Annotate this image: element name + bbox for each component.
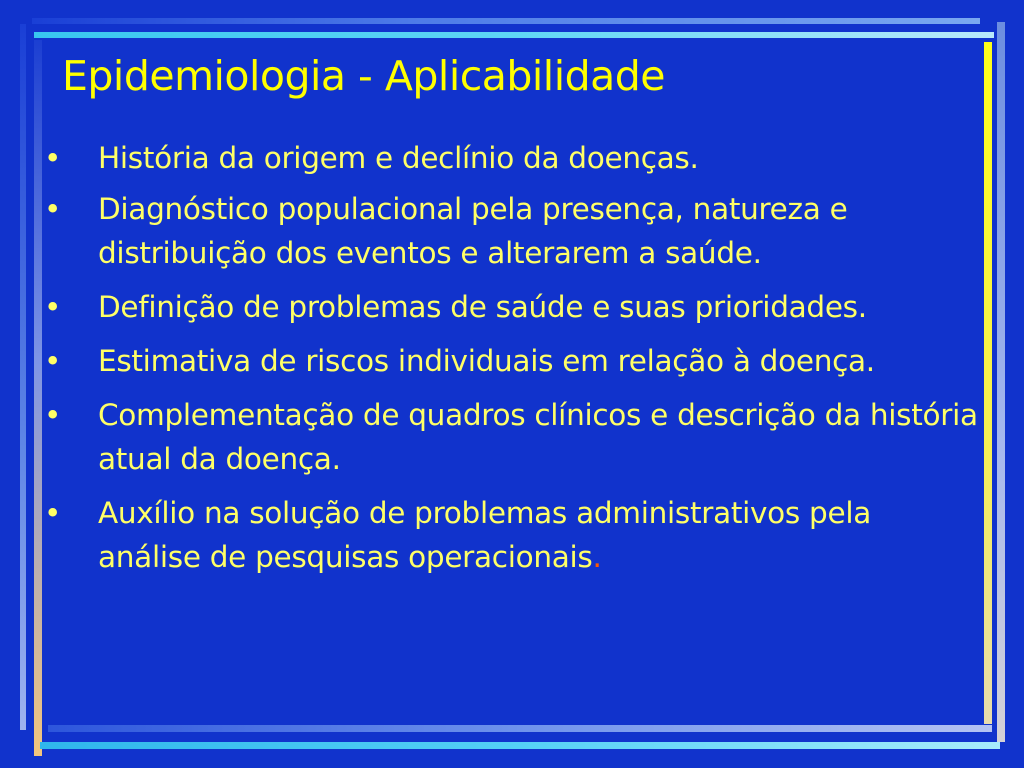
frame-bar-right-inner [984, 42, 992, 724]
frame-bar-bottom-inner [48, 725, 992, 732]
frame-bar-bottom-outer [40, 742, 1000, 749]
bullet-icon: • [44, 496, 62, 530]
bullet-item [44, 491, 980, 579]
bullet-item [44, 136, 980, 180]
bullet-text: História da origem e declínio da doenças. [98, 141, 699, 175]
bullet-item [44, 285, 980, 329]
frame-bar-top-outer [32, 18, 980, 24]
bullet-icon: • [44, 398, 62, 432]
bullet-text [98, 491, 980, 579]
bullet-text: Diagnóstico populacional pela presença, natureza e distribuição dos eventos e alterarem a saúde. [98, 192, 848, 270]
frame-bar-top-inner [34, 32, 994, 38]
slide-title: Epidemiologia - Aplicabilidade [62, 52, 665, 100]
accent-period: . [592, 540, 602, 574]
bullet-icon: • [44, 192, 62, 226]
bullet-text-main: Auxílio na solução de problemas administrativos pela análise de pesquisas operacionais [98, 496, 872, 574]
frame-bar-right-outer [997, 22, 1005, 742]
bullet-text: Estimativa de riscos individuais em relação à doença. [98, 344, 875, 378]
bullet-item [44, 393, 980, 481]
frame-bar-left-inner [34, 40, 42, 756]
bullet-item [44, 339, 980, 383]
bullet-icon: • [44, 141, 62, 175]
bullet-icon: • [44, 344, 62, 378]
bullet-text: Definição de problemas de saúde e suas prioridades. [98, 290, 867, 324]
bullet-list [44, 136, 980, 589]
bullet-icon: • [44, 290, 62, 324]
frame-bar-left-outer [20, 24, 26, 730]
bullet-item [44, 187, 980, 275]
bullet-text: Complementação de quadros clínicos e descrição da história atual da doença. [98, 398, 978, 476]
